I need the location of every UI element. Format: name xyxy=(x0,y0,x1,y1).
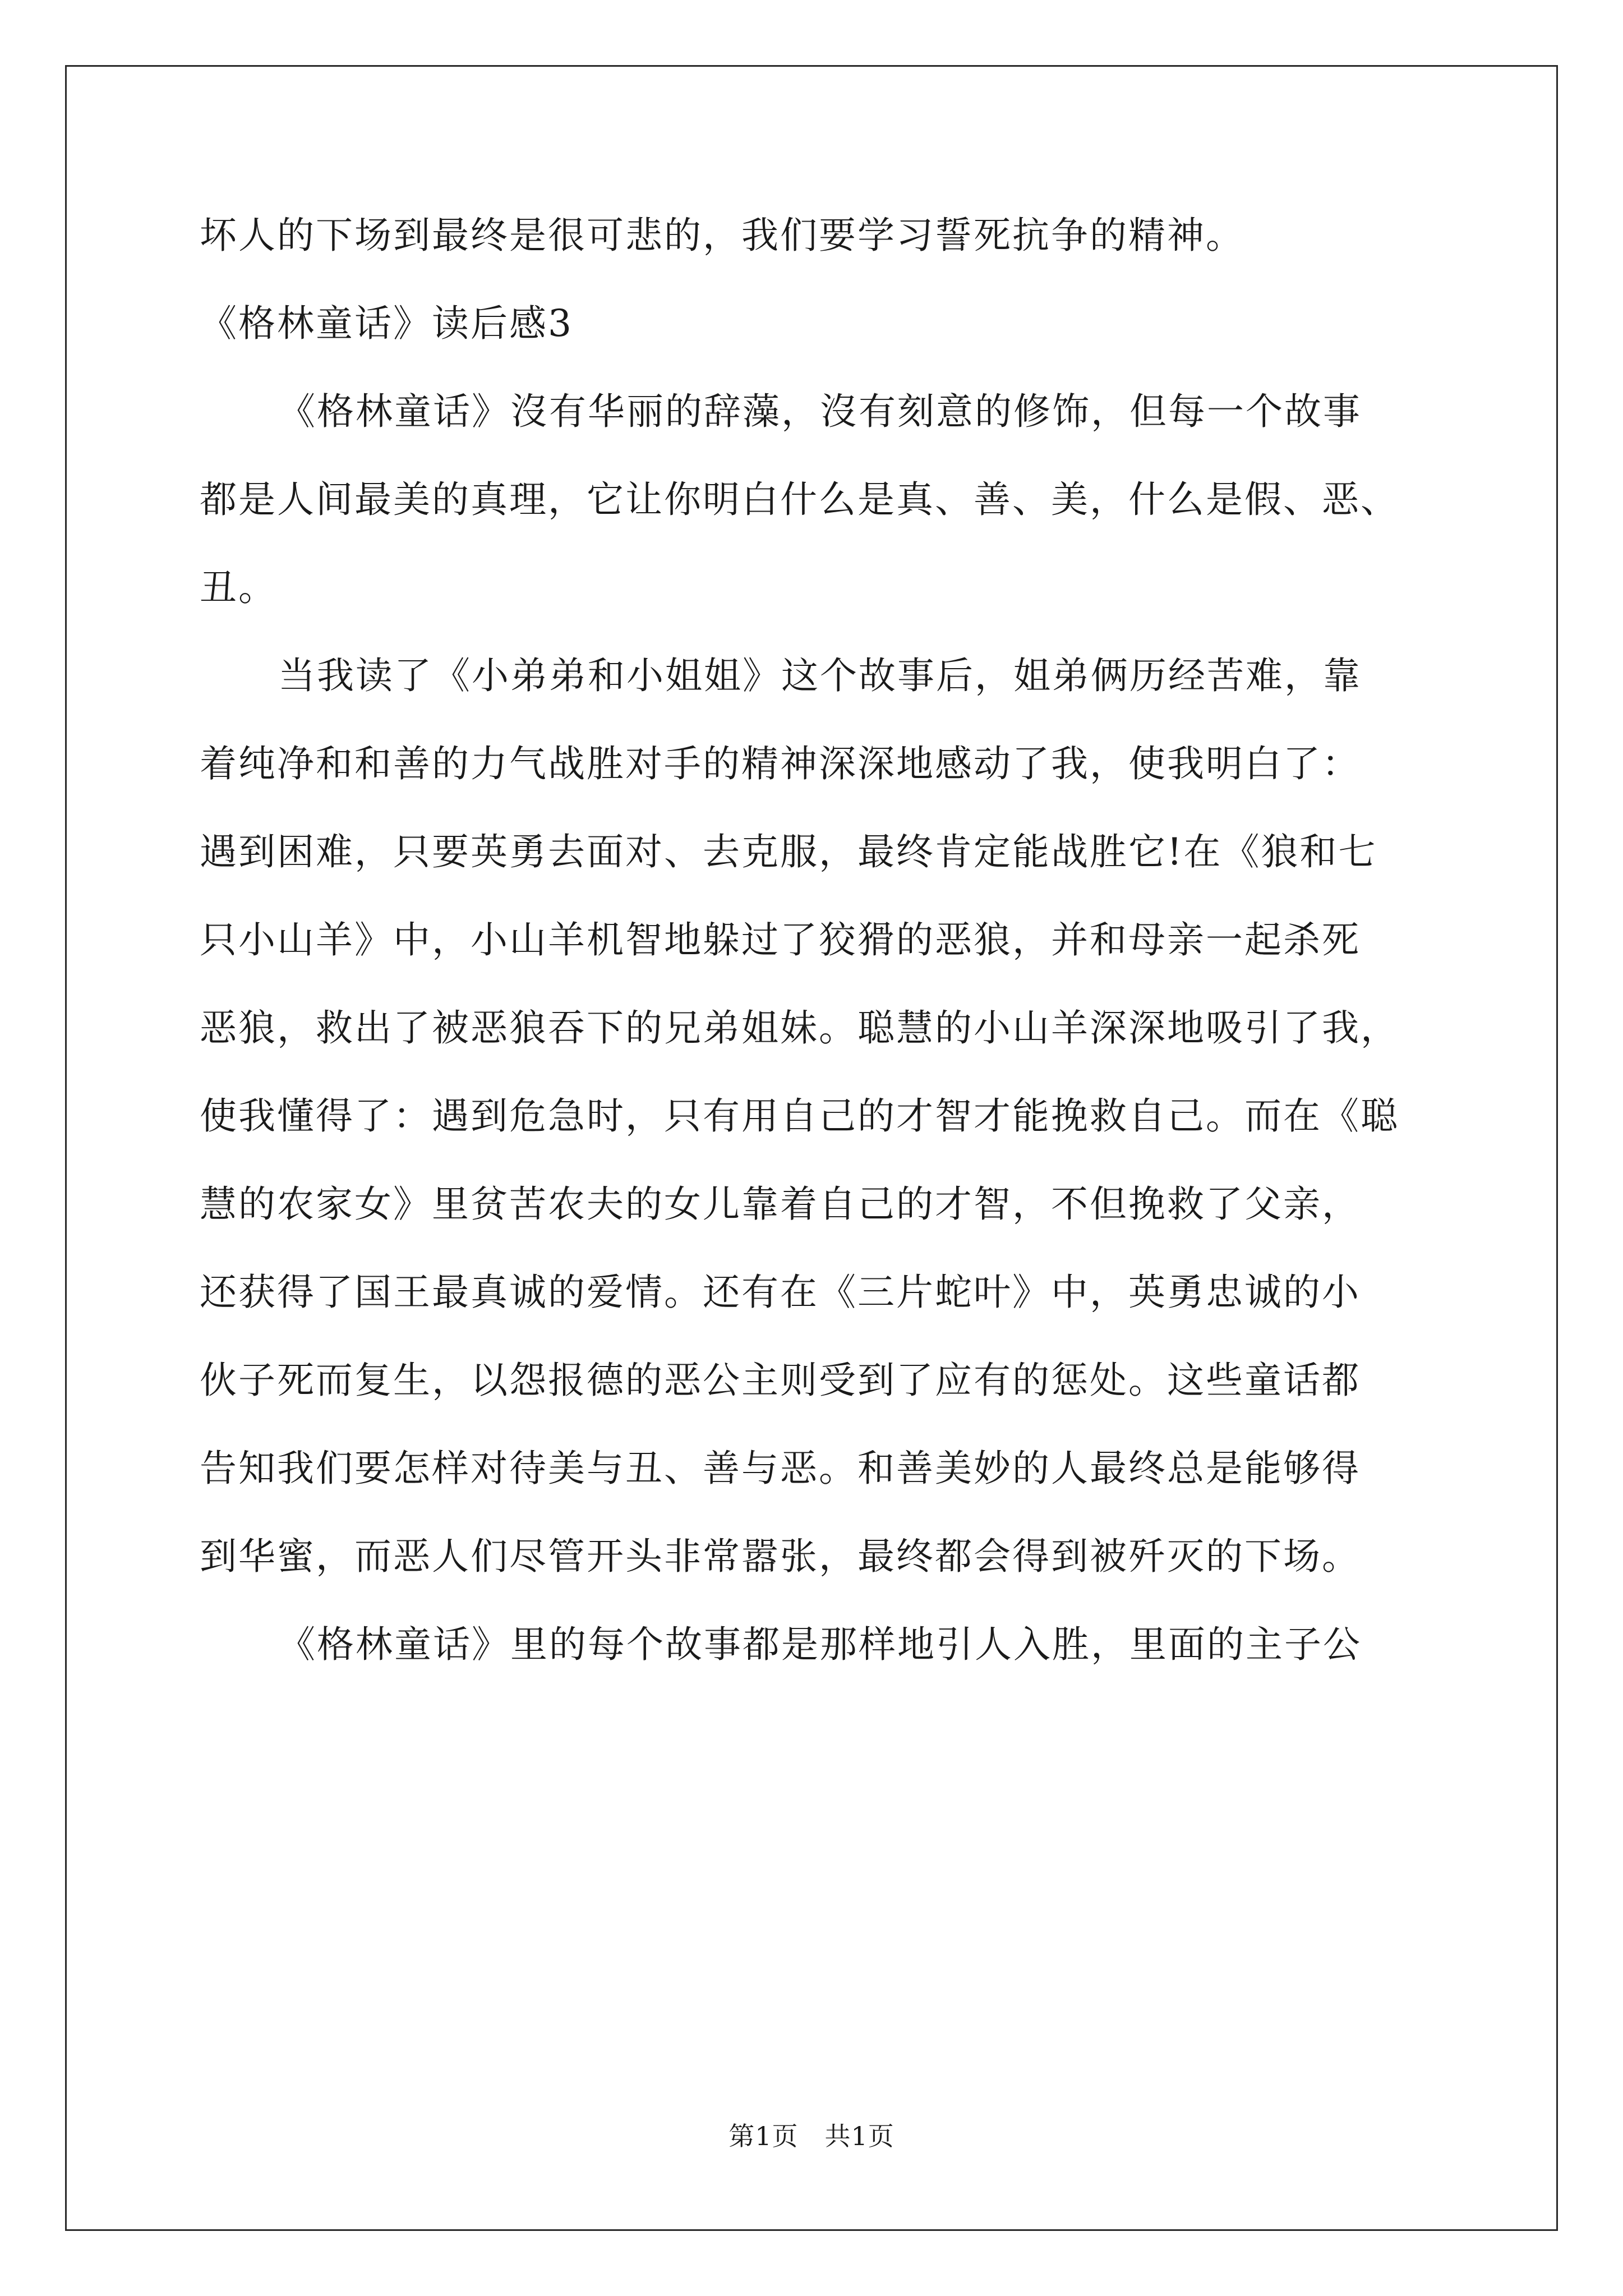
paragraph-line: 遇到困难，只要英勇去面对、去克服，最终肯定能战胜它!在《狼和七 xyxy=(200,830,1377,873)
paragraph-line: 到华蜜，而恶人们尽管开头非常嚣张，最终都会得到被歼灭的下场。 xyxy=(200,1535,1361,1578)
section-heading: 《格林童话》读后感3 xyxy=(200,302,573,345)
paragraph-line: 还获得了国王最真诚的爱情。还有在《三片蛇叶》中，英勇忠诚的小 xyxy=(200,1271,1361,1314)
paragraph-line: 《格林童话》沒有华丽的辞藻，沒有刻意的修饰，但每一个故事 xyxy=(278,390,1362,433)
paragraph-line: 当我读了《小弟弟和小姐姐》这个故事后，姐弟俩历经苦难，靠 xyxy=(278,654,1362,697)
paragraph-line: 伙子死而复生，以怨报德的恶公主则受到了应有的惩处。这些童话都 xyxy=(200,1359,1361,1402)
paragraph-line: 慧的农家女》里贫苦农夫的女儿靠着自己的才智，不但挽救了父亲， xyxy=(200,1182,1361,1226)
paragraph-line: 恶狼，救出了被恶狼吞下的兄弟姐妹。聪慧的小山羊深深地吸引了我， xyxy=(200,1006,1399,1050)
paragraph-line: 告知我们要怎样对待美与丑、善与恶。和善美妙的人最终总是能够得 xyxy=(200,1447,1361,1490)
paragraph-line: 只小山羊》中，小山羊机智地躲过了狡猾的恶狼，并和母亲一起杀死 xyxy=(200,918,1361,961)
paragraph-line: 着纯净和和善的力气战胜对手的精神深深地感动了我，使我明白了： xyxy=(200,742,1361,785)
paragraph-line: 使我懂得了：遇到危急时，只有用自己的才智才能挽救自己。而在《聪 xyxy=(200,1094,1399,1138)
page-footer: 第1页 共1页 xyxy=(728,2121,895,2151)
paragraph-line: 《格林童话》里的每个故事都是那样地引人入胜，里面的主子公 xyxy=(278,1623,1362,1666)
paragraph-line: 坏人的下场到最终是很可悲的，我们要学习誓死抗争的精神。 xyxy=(200,214,1244,257)
paragraph-line: 都是人间最美的真理，它让你明白什么是真、善、美，什么是假、恶、 xyxy=(200,478,1399,521)
paragraph-line: 丑。 xyxy=(200,566,277,609)
